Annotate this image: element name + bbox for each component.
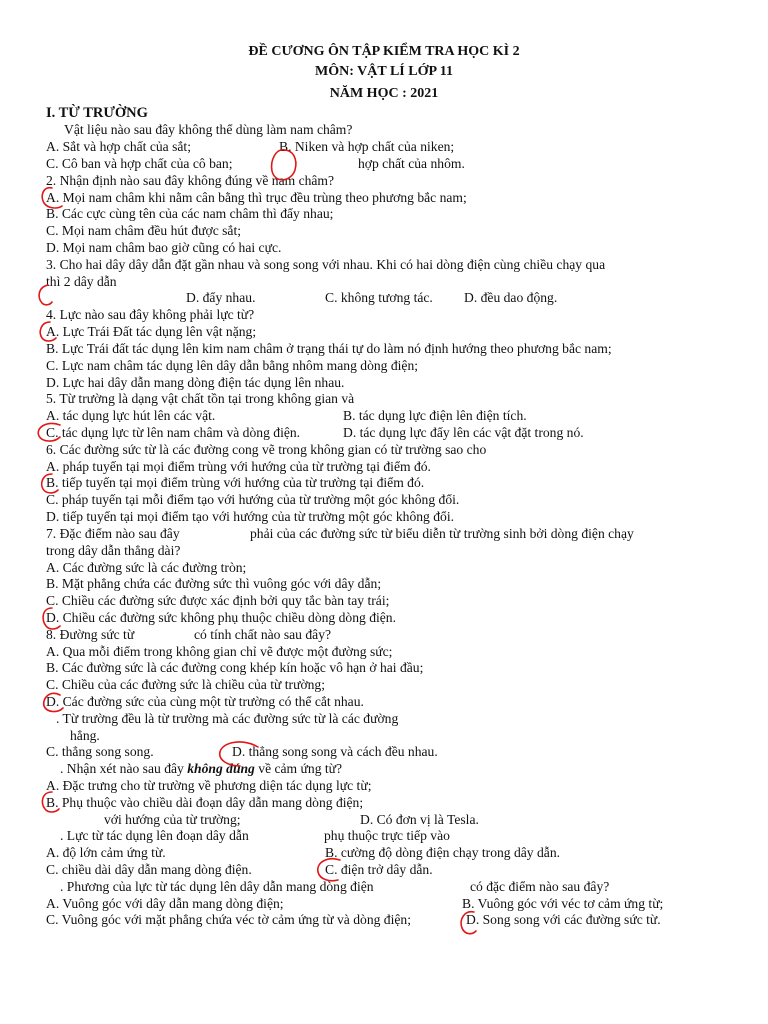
section-heading: I. TỪ TRƯỜNG <box>46 105 148 121</box>
q9-option-c: C. thẳng song song. <box>46 744 154 759</box>
q3-option-c: C. không tương tác. <box>325 290 433 305</box>
q11-options-cd <box>46 862 726 878</box>
question-10-emphasis: không đúng <box>187 761 255 776</box>
q12-options-ab <box>46 896 726 912</box>
q8-option-d: D. Các đường sức của cùng một từ trường có thể cắt nhau. <box>46 694 364 709</box>
q5-option-d: D. tác dụng lực đẩy lên các vật đặt trong nó. <box>343 425 584 440</box>
question-3: 3. Cho hai dây dây dẫn đặt gần nhau và song song với nhau. Khi có hai dòng điện cùng chiều chạy qua <box>46 257 606 272</box>
q6-option-c: C. pháp tuyến tại mỗi điểm tạo với hướng của từ trường một góc không đổi. <box>46 492 460 507</box>
q5-option-a: A. tác dụng lực hút lên các vật. <box>46 408 216 423</box>
q5-option-b: B. tác dụng lực điện lên điện tích. <box>343 408 527 423</box>
question-8-start: 8. Đường sức từ <box>46 627 135 642</box>
q7-option-c: C. Chiều các đường sức được xác định bởi quy tắc bàn tay trái; <box>46 593 390 608</box>
q4-option-d: D. Lực hai dây dẫn mang dòng điện tác dụng lên nhau. <box>46 375 345 390</box>
q11-option-a: A. độ lớn cảm ứng từ. <box>46 845 166 860</box>
q11-options-ab <box>46 845 726 861</box>
question-8-rest: có tính chất nào sau đây? <box>194 627 332 642</box>
q7-option-a: A. Các đường sức là các đường tròn; <box>46 560 247 575</box>
question-12-rest: có đặc điểm nào sau đây? <box>470 879 610 894</box>
q11-option-c: C. chiều dài dây dẫn mang dòng điện. <box>46 862 252 877</box>
document-year: NĂM HỌC : 2021 <box>329 86 439 101</box>
question-11-start: . Lực từ tác dụng lên đoạn dây dẫn <box>60 828 249 843</box>
question-9-cont: hẳng. <box>70 728 100 743</box>
q8-option-b: B. Các đường sức là các đường cong khép kín hoặc vô hạn ở hai đầu; <box>46 660 424 675</box>
question-3-cont: thì 2 dây dẫn <box>46 274 117 289</box>
q2-option-d: D. Mọi nam châm bao giờ cũng có hai cực. <box>46 240 282 255</box>
q6-option-d: D. tiếp tuyến tại mọi điểm tạo với hướng của từ trường một góc không đổi. <box>46 509 454 524</box>
q2-option-a: A. Mọi nam châm khi nằm cân bằng thì trục đều trùng theo phương bắc nam; <box>46 190 467 205</box>
q1-option-b: B. Niken và hợp chất của niken; <box>279 139 455 154</box>
q12-option-a: A. Vuông góc với dây dẫn mang dòng điện; <box>46 896 284 911</box>
q4-option-c: C. Lực nam châm tác dụng lên dây dẫn bằng nhôm mang dòng điện; <box>46 358 419 373</box>
q2-option-b: B. Các cực cùng tên của các nam châm thì đẩy nhau; <box>46 206 334 221</box>
q8-option-c: C. Chiều của các đường sức là chiều của từ trường; <box>46 677 326 692</box>
q2-option-c: C. Mọi nam châm đều hút được sắt; <box>46 223 242 238</box>
q12-option-d: D. Song song với các đường sức từ. <box>466 912 661 927</box>
q12-option-c: C. Vuông góc với mặt phẳng chứa véc tờ cảm ứng từ và dòng điện; <box>46 912 411 927</box>
q1-options-cd <box>46 156 726 172</box>
question-9: . Từ trường đều là từ trường mà các đường sức từ là các đường <box>56 711 399 726</box>
q5-options-cd <box>46 425 726 441</box>
q12-option-b: B. Vuông góc với véc tơ cảm ứng từ; <box>462 896 664 911</box>
q5-option-c: C. tác dụng lực từ lên nam châm và dòng điện. <box>46 425 301 440</box>
q3-option-d: D. đều dao động. <box>464 290 558 305</box>
question-4: 4. Lực nào sau đây không phải lực từ? <box>46 307 255 322</box>
question-1: Vật liệu nào sau đây không thể dùng làm nam châm? <box>64 122 353 137</box>
q4-option-a: A. Lực Trái Đất tác dụng lên vật nặng; <box>46 324 257 339</box>
q6-option-b: B. tiếp tuyến tại mọi điểm trùng với hướng của từ trường tại điểm đó. <box>46 475 425 490</box>
question-10 <box>60 761 342 777</box>
q11-option-d: C. điện trở dây dẫn. <box>325 862 433 877</box>
q3-option-b: D. đẩy nhau. <box>186 290 256 305</box>
q1-option-d: hợp chất của nhôm. <box>358 156 465 171</box>
question-10-end: về cảm ứng từ? <box>258 761 343 776</box>
q7-option-b: B. Mặt phẳng chứa các đường sức thì vuông góc với dây dẫn; <box>46 576 382 591</box>
question-7-start: 7. Đặc điểm nào sau đây <box>46 526 180 541</box>
document-title: ĐỀ CƯƠNG ÔN TẬP KIỂM TRA HỌC KÌ 2 <box>248 44 520 59</box>
q10-option-d: D. Có đơn vị là Tesla. <box>360 812 479 827</box>
question-6: 6. Các đường sức từ là các đường cong vẽ trong không gian có từ trường sao cho <box>46 442 487 457</box>
q10-option-c: với hướng của từ trường; <box>104 812 241 827</box>
question-7-cont: trong dây dẫn thẳng dài? <box>46 543 181 558</box>
question-5: 5. Từ trường là dạng vật chất tồn tại trong không gian và <box>46 391 355 406</box>
q10-option-a: A. Đặc trưng cho từ trường về phương diện tác dụng lực từ; <box>46 778 372 793</box>
q1-options-ab <box>46 139 726 155</box>
q1-option-a: A. Sắt và hợp chất của sắt; <box>46 139 191 154</box>
q12-options-cd <box>46 912 726 928</box>
question-11-rest: phụ thuộc trực tiếp vào <box>324 828 450 843</box>
q10-option-b: B. Phụ thuộc vào chiều dài đoạn dây dẫn mang dòng điện; <box>46 795 364 810</box>
q8-option-a: A. Qua mỗi điểm trong không gian chỉ vẽ được một đường sức; <box>46 644 393 659</box>
q9-option-d: D. thẳng song song và cách đều nhau. <box>232 744 438 759</box>
q5-options-ab <box>46 408 726 424</box>
question-2: 2. Nhận định nào sau đây không đúng về nam châm? <box>46 173 335 188</box>
question-10-start: . Nhận xét nào sau đây <box>60 761 184 776</box>
q7-option-d: D. Chiều các đường sức không phụ thuộc chiều dòng dòng điện. <box>46 610 396 625</box>
document-subject: MÔN: VẬT LÍ LỚP 11 <box>315 64 453 79</box>
question-7-rest: phải của các đường sức từ biểu diễn từ trường sinh bởi dòng điện chạy <box>250 526 634 541</box>
q9-options <box>46 744 726 760</box>
q4-option-b: B. Lực Trái đất tác dụng lên kim nam châm ở trạng thái tự do làm nó định hướng theo phương bắc nam; <box>46 341 612 356</box>
question-8 <box>46 627 726 643</box>
question-7 <box>46 526 726 542</box>
q1-option-c: C. Cô ban và hợp chất của cô ban; <box>46 156 233 171</box>
question-12-start: . Phương của lực từ tác dụng lên dây dẫn mang dòng điện <box>60 879 374 894</box>
q6-option-a: A. pháp tuyến tại mọi điểm trùng với hướng của từ trường tại điểm đó. <box>46 459 431 474</box>
q11-option-b: B. cường độ dòng điện chạy trong dây dẫn. <box>325 845 561 860</box>
